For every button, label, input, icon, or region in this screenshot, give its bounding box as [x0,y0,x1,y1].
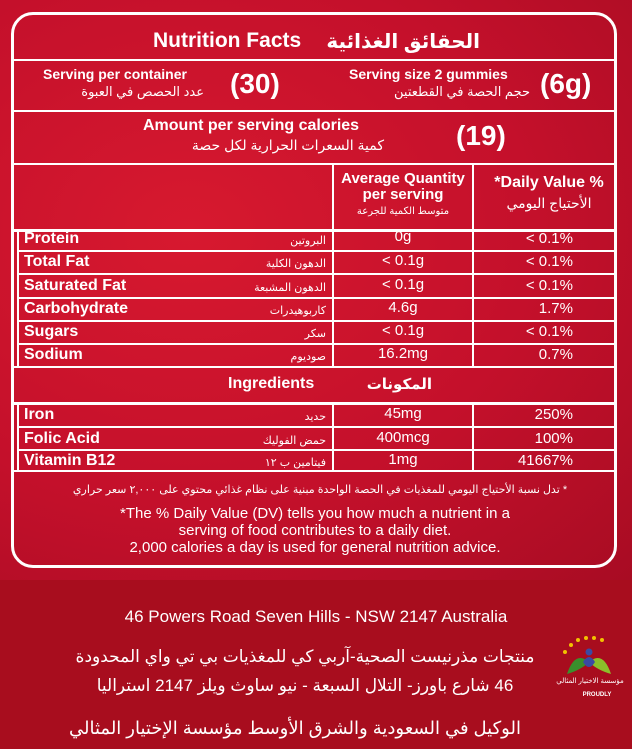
ingredient-name-en: Vitamin B12 [24,452,116,469]
ingredient-name-ar: حمض الفوليك [262,435,326,447]
ingredient-quantity: 400mcg [376,429,430,446]
nutrient-daily-value: 0.7% [538,346,573,363]
footnote-en-1: *The % Daily Value (DV) tells you how much a nutrient in a [120,505,510,522]
company-address-en: 46 Powers Road Seven Hills - NSW 2147 Australia [124,607,508,626]
divider [14,110,614,112]
nutrient-name-en: Saturated Fat [24,277,127,294]
row-divider [17,297,614,299]
ingredient-name-en: Folic Acid [24,430,100,447]
divider [14,59,614,61]
company-address-ar: 46 شارع باورز- التلال السبعة - نيو ساوث ويلز 2147 استراليا [96,676,514,695]
serving-per-container-label-ar: عدد الحصص في العبوة [81,84,204,99]
footnote-en-2: serving of food contributes to a daily diet. [178,522,452,539]
nutrient-name-ar: سكر [304,328,326,340]
nutrient-quantity: < 0.1g [381,276,425,293]
footnote-en-3: 2,000 calories a day is used for general nutrition advice. [129,539,501,556]
row-divider [17,343,614,345]
ingredient-name-ar: حديد [304,411,326,423]
divider [14,402,614,405]
divider [14,470,614,472]
nutrient-quantity: 4.6g [388,299,418,316]
row-divider [17,250,614,252]
nutrient-quantity: 0g [394,228,412,245]
ingredients-header-en: Ingredients [228,375,315,392]
ingredient-quantity: 1mg [388,451,418,468]
daily-value-header-ar: الأحتياج اليومي [506,195,592,211]
nutrient-quantity: < 0.1g [381,252,425,269]
nutrient-quantity: 16.2mg [377,345,429,362]
ingredient-name-ar: فيتامين ب ١٢ [264,457,326,469]
nutrition-facts-title-en: Nutrition Facts [153,29,302,52]
serving-per-container-label-en: Serving per container [43,66,187,82]
nutrient-quantity: < 0.1g [381,322,425,339]
daily-value-header-en: *Daily Value % [494,174,604,191]
nutrient-name-ar: كاربوهيدرات [269,305,326,317]
avg-quantity-header-en-1: Average Quantity [341,170,465,187]
row-divider [17,320,614,322]
nutrient-name-en: Protein [24,230,80,247]
logo-text-ar: مؤسسة الاختيار المثالي [556,678,624,685]
row-divider [17,426,614,428]
nutrient-name-en: Sodium [24,346,83,363]
company-name-ar: منتجات مذرنيست الصحية-آربي كي للمغذيات بي تي واي المحدودة [75,647,535,666]
ingredient-name-en: Iron [24,406,55,423]
calories-value: (19) [456,120,506,151]
serving-size-value: (6g) [540,68,592,99]
nutrient-name-en: Total Fat [24,253,90,270]
ingredients-header-ar: المكونات [366,376,432,393]
serving-per-container-value: (30) [230,68,280,99]
avg-quantity-header-en-2: per serving [362,186,444,203]
row-divider [17,273,614,275]
divider [14,366,614,368]
nutrient-name-ar: الدهون الكلية [265,258,326,270]
ingredient-quantity: 45mg [384,405,422,422]
nutrient-name-ar: صوديوم [290,351,326,363]
table-left-border [17,402,19,471]
serving-size-label-en: Serving size 2 gummies [349,66,508,82]
nutrient-daily-value: < 0.1% [525,277,573,294]
nutrient-daily-value: < 0.1% [525,253,573,270]
calories-label-ar: كمية السعرات الحرارية لكل حصة [191,137,384,153]
ingredient-daily-value: 100% [534,430,573,447]
avg-quantity-header-ar: متوسط الكمية للجرعة [356,206,450,217]
nutrient-daily-value: < 0.1% [525,230,573,247]
ingredient-daily-value: 250% [534,406,573,423]
calories-label-en: Amount per serving calories [143,117,360,134]
nutrient-name-ar: الدهون المشبعة [254,282,326,294]
footnote-ar: * تدل نسبة الأحتياج اليومي للمغذيات في الحصة الواحدة مبنية على نظام غذائي محتوي على ٢,٠٠٠ سعر حراري [72,484,568,496]
divider [14,163,614,165]
nutrition-facts-title-ar: الحقائق الغذائية [326,31,480,53]
nutrient-name-ar: البروتين [290,235,326,247]
agent-ar: الوكيل في السعودية والشرق الأوسط مؤسسة الإختيار المثالي [69,718,521,738]
ingredient-daily-value: 41667% [517,452,573,469]
row-divider [17,449,614,451]
serving-size-label-ar: حجم الحصة في القطعتين [394,84,530,99]
nutrient-daily-value: < 0.1% [525,323,573,340]
nutrient-name-en: Carbohydrate [24,300,129,317]
logo-badge: PROUDLY [582,692,612,698]
nutrient-daily-value: 1.7% [538,300,573,317]
perfect-choice-logo-icon [557,632,627,702]
nutrient-name-en: Sugars [24,323,79,340]
